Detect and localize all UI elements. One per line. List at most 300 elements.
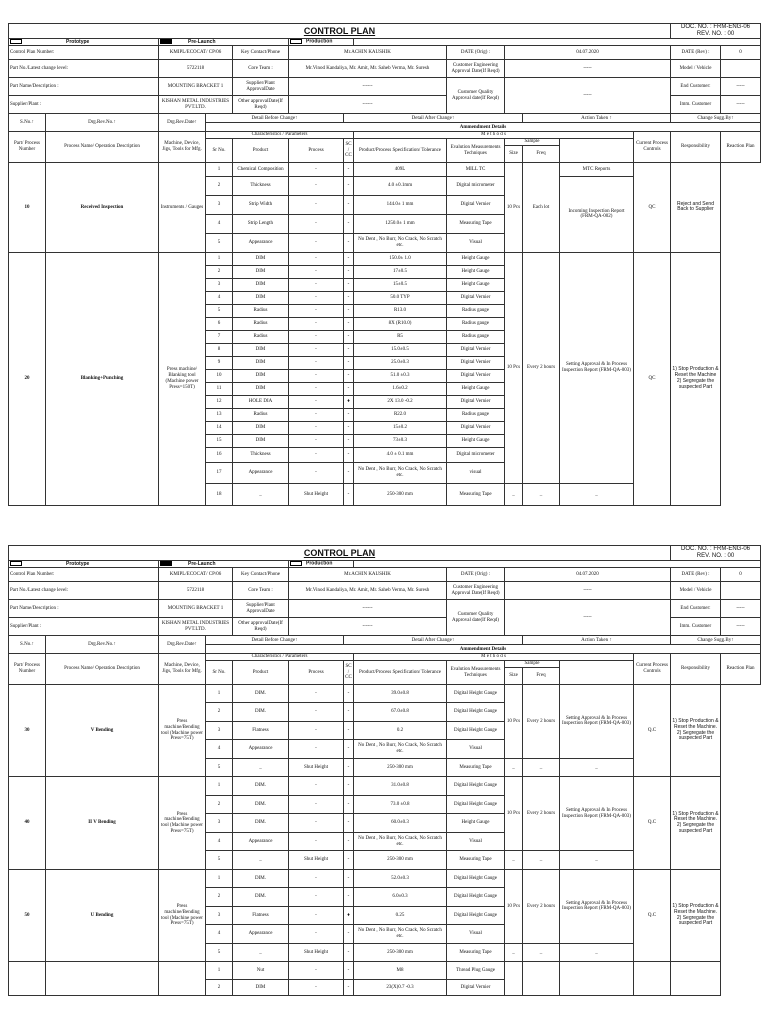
freq-cell: Every 2 hours: [523, 777, 560, 851]
date-rev-value: 0: [721, 568, 761, 582]
freq-cell: Each lot: [523, 162, 560, 252]
cust-quality-value: -----: [505, 600, 671, 636]
operation-name: II V Bending: [46, 777, 159, 870]
eval-cell: Digital Vernier: [447, 421, 505, 434]
spec-cell: No Dent , No Burr, No Crack, No Scratch etc.: [354, 832, 447, 851]
prototype-option[interactable]: Prototype: [9, 561, 159, 568]
process-cell: -: [289, 408, 344, 421]
amendment-details-header: Ammendment Details: [206, 645, 761, 654]
process-cell: -: [289, 888, 344, 907]
label: Model / Vehicle: [671, 60, 721, 78]
supplier-value: KISHAN METAL INDUSTRIES PVT.LTD.: [159, 96, 233, 114]
product-cell: Strip Length: [233, 214, 289, 233]
label: Core Team :: [233, 60, 289, 78]
column-header: Evalution Measurements Techniques: [447, 139, 505, 163]
eval-cell: Radius gauge: [447, 317, 505, 330]
process-cell: Shut Height: [289, 851, 344, 870]
eval-cell: Height Gauge: [447, 265, 505, 278]
column-header: Current Process Controls: [634, 654, 671, 685]
operation-number: 30: [9, 684, 46, 777]
checkbox-icon[interactable]: [10, 561, 22, 566]
process-cell: -: [289, 291, 344, 304]
imm-customer-value: -----: [721, 96, 761, 114]
responsibility-cell: Q.C: [634, 777, 671, 870]
process-cell: -: [289, 434, 344, 447]
product-cell: Appearance: [233, 740, 289, 759]
machine-cell: [159, 962, 206, 996]
characteristics-header: Characteristics / Parameters: [206, 654, 354, 661]
sc-cell: -: [344, 265, 354, 278]
process-cell: -: [289, 317, 344, 330]
sno-header: S.No.↑: [9, 114, 46, 132]
production-option[interactable]: Production: [289, 561, 354, 568]
checkbox-icon[interactable]: [290, 561, 302, 566]
process-cell: -: [289, 356, 344, 369]
spec-cell: No Dent , No Burr, No Crack, No Scratch etc.: [354, 233, 447, 252]
sc-cell: -: [344, 214, 354, 233]
sr-no-cell: 4: [206, 925, 233, 944]
process-cell: -: [289, 214, 344, 233]
sample-header: Sample: [505, 661, 560, 668]
process-cell: -: [289, 278, 344, 291]
process-cell: Shut Height: [289, 758, 344, 777]
spec-cell: 6.0±0.3: [354, 888, 447, 907]
freq-cell: _: [523, 483, 560, 505]
table-row: [9, 252, 761, 265]
sc-cell: -: [344, 684, 354, 703]
spec-cell: 15±0.5: [354, 278, 447, 291]
eval-cell: Digital Height Gauge: [447, 684, 505, 703]
eval-cell: Visual: [447, 233, 505, 252]
sr-no-cell: 4: [206, 214, 233, 233]
imm-customer-value: -----: [721, 618, 761, 636]
controls-cell: [560, 962, 634, 996]
label: Part No./Latest change level:: [9, 60, 159, 78]
eval-cell: Digital micrometer: [447, 176, 505, 195]
operation-number: 20: [9, 252, 46, 505]
spec-cell: 409L: [354, 162, 447, 176]
table-row: [9, 162, 761, 176]
product-cell: DIM: [233, 434, 289, 447]
product-cell: DIM.: [233, 684, 289, 703]
product-cell: Radius: [233, 317, 289, 330]
spec-cell: 1250.0± 1 mm: [354, 214, 447, 233]
label: DATE (Orig) :: [447, 568, 505, 582]
label: Part Name/Description :: [9, 600, 159, 618]
operation-number: 40: [9, 777, 46, 870]
sr-no-cell: 5: [206, 943, 233, 962]
sr-no-cell: 1: [206, 869, 233, 888]
cp-number-value: KMIPL/ECOCAT/ CP/06: [159, 46, 233, 60]
spec-cell: 25.0±0.3: [354, 356, 447, 369]
reaction-plan-cell: Reject and Send Back to Supplier: [671, 162, 721, 252]
operation-number: 10: [9, 162, 46, 252]
column-header: Part/ Process Number: [9, 654, 46, 685]
product-cell: _: [233, 851, 289, 870]
part-number-value: 5722118: [159, 60, 233, 78]
label: Supplier/Plant ApprovalDate: [233, 78, 289, 96]
spec-cell: 50.0 TYP: [354, 291, 447, 304]
sr-no-cell: 3: [206, 721, 233, 740]
controls-cell: Setting Approval & In Process Inspection Report (FRM-QA-003): [560, 869, 634, 943]
prototype-option[interactable]: Prototype: [9, 39, 159, 46]
eval-cell: Digital micrometer: [447, 447, 505, 462]
sc-cell: -: [344, 962, 354, 980]
process-cell: Shut Height: [289, 943, 344, 962]
column-header: Size: [505, 667, 523, 684]
controls-cell: _: [560, 851, 634, 870]
spec-cell: 4.0 ±0.1mm: [354, 176, 447, 195]
reaction-plan-cell: 1) Stop Production & Reset the Machine. 2) Segregate the suspected Part: [671, 777, 721, 870]
size-cell: _: [505, 483, 523, 505]
eval-cell: Digital Vernier: [447, 980, 505, 996]
product-cell: DIM: [233, 382, 289, 395]
sc-cell: -: [344, 434, 354, 447]
end-customer-value: -----: [721, 78, 761, 96]
machine-cell: Press machine/Bending tool (Machine power Press=75T): [159, 684, 206, 777]
eval-cell: Measuring Tape: [447, 851, 505, 870]
spec-cell: 4.0 ± 0.1 mm: [354, 447, 447, 462]
checkbox-icon[interactable]: [10, 39, 22, 44]
label: End Customer:: [671, 600, 721, 618]
column-header: Machine, Device, Jigs, Tools for Mfg.: [159, 654, 206, 685]
controls-cell: Incoming Inspection Report (FRM-QA-002): [560, 176, 634, 252]
process-cell: -: [289, 795, 344, 814]
spec-cell: 150.0± 1.0: [354, 252, 447, 265]
detail-before-header: Detail Before Change↑: [206, 114, 344, 123]
responsibility-cell: QC: [634, 252, 671, 505]
reaction-plan-cell: [671, 962, 721, 996]
sc-cell: -: [344, 483, 354, 505]
sr-no-cell: 4: [206, 832, 233, 851]
label: Imm. Customer: [671, 96, 721, 114]
product-cell: DIM: [233, 356, 289, 369]
table-row: [9, 777, 761, 796]
process-cell: -: [289, 176, 344, 195]
process-cell: -: [289, 343, 344, 356]
change-sugg-header: Change Sugg.By↑: [671, 636, 761, 645]
machine-cell: Instruments / Gauges: [159, 162, 206, 252]
eval-cell: Visual: [447, 832, 505, 851]
spec-cell: 2X 13.0 -0.2: [354, 395, 447, 408]
label: Other approvalDate(If Reqd): [233, 618, 289, 636]
sr-no-cell: 4: [206, 740, 233, 759]
table-row: [9, 684, 761, 703]
responsibility-cell: QC: [634, 162, 671, 252]
label: Customer Engineering Approval Date(If Reqd): [447, 582, 505, 600]
spec-cell: R5: [354, 330, 447, 343]
sc-cell: -: [344, 278, 354, 291]
sr-no-cell: 3: [206, 906, 233, 925]
column-header: Reaction Plan: [721, 132, 761, 163]
detail-after-header: Detail After Change↑: [344, 114, 523, 123]
label: Key Contact/Phone: [233, 46, 289, 60]
methods-header: M e t h o d s: [354, 132, 634, 139]
spec-cell: 144.0± 1 mm: [354, 195, 447, 214]
sr-no-cell: 14: [206, 421, 233, 434]
product-cell: Appearance: [233, 832, 289, 851]
checked-checkbox-icon[interactable]: [160, 39, 172, 44]
column-header: Product: [233, 139, 289, 163]
process-cell: -: [289, 265, 344, 278]
spec-cell: 15.0±0.5: [354, 343, 447, 356]
operation-name: [46, 962, 159, 996]
size-cell: 10 Pcs: [505, 162, 523, 252]
column-header: Product/Process Specification/ Tolerance: [354, 661, 447, 685]
eval-cell: Digital Vernier: [447, 356, 505, 369]
core-team-value: Mr.Vinod Kandaliya, Mr. Amit, Mr. Saheb Verma, Mr. Suresh: [289, 582, 447, 600]
sc-cell: -: [344, 176, 354, 195]
supplier-approval-value: ------: [289, 78, 447, 96]
production-option[interactable]: Production: [289, 39, 354, 46]
sr-no-cell: 4: [206, 291, 233, 304]
operation-number: 50: [9, 869, 46, 962]
eval-cell: Digital Height Gauge: [447, 721, 505, 740]
reaction-plan-cell: 1) Stop Production & Reset the Machine 2) Segregate the suspected Part: [671, 252, 721, 505]
size-cell: _: [505, 851, 523, 870]
column-header: Process: [289, 661, 344, 685]
sr-no-cell: 5: [206, 304, 233, 317]
eval-cell: Digital Height Gauge: [447, 795, 505, 814]
date-orig-value: 04.07.2020: [505, 568, 671, 582]
process-cell: -: [289, 777, 344, 796]
change-sugg-header: Change Sugg.By↑: [671, 114, 761, 123]
sr-no-cell: 10: [206, 369, 233, 382]
sc-cell: -: [344, 758, 354, 777]
label: Other approvalDate(If Reqd): [233, 96, 289, 114]
product-cell: Thickness: [233, 176, 289, 195]
eval-cell: Height Gauge: [447, 434, 505, 447]
sr-no-cell: 8: [206, 343, 233, 356]
reaction-plan-cell: 1) Stop Production & Reset the Machine. 2) Segregate the suspected Part: [671, 684, 721, 777]
process-cell: -: [289, 740, 344, 759]
product-cell: _: [233, 758, 289, 777]
label: Part No./Latest change level:: [9, 582, 159, 600]
product-cell: Nut: [233, 962, 289, 980]
column-header: Size: [505, 145, 523, 162]
supplier-approval-value: ------: [289, 600, 447, 618]
sr-no-cell: 15: [206, 434, 233, 447]
checked-checkbox-icon[interactable]: [160, 561, 172, 566]
label: Supplier/Plant ApprovalDate: [233, 600, 289, 618]
checkbox-icon[interactable]: [290, 39, 302, 44]
freq-cell: _: [523, 943, 560, 962]
sr-no-cell: 18: [206, 483, 233, 505]
product-cell: Chemical Composition: [233, 162, 289, 176]
product-cell: Radius: [233, 330, 289, 343]
sc-cell: -: [344, 703, 354, 722]
product-cell: Appearance: [233, 233, 289, 252]
operation-name: Received Inspection: [46, 162, 159, 252]
sr-no-cell: 3: [206, 195, 233, 214]
product-cell: Appearance: [233, 925, 289, 944]
sr-no-cell: 2: [206, 795, 233, 814]
sc-cell: -: [344, 233, 354, 252]
sc-cell: -: [344, 382, 354, 395]
process-cell: Shut Height: [289, 483, 344, 505]
machine-cell: Press machine/ Blanking tool (Machine power Press=150T): [159, 252, 206, 505]
table-row: [9, 869, 761, 888]
sc-cell: -: [344, 252, 354, 265]
process-cell: -: [289, 304, 344, 317]
size-cell: 10 Pcs: [505, 684, 523, 758]
product-cell: Flatness: [233, 721, 289, 740]
detail-after-header: Detail After Change↑: [344, 636, 523, 645]
label: Key Contact/Phone: [233, 568, 289, 582]
product-cell: DIM: [233, 278, 289, 291]
key-contact-value: Mr.ACHIN KAUSHIK: [289, 46, 447, 60]
label: DATE (Rev) :: [671, 568, 721, 582]
spec-cell: 39.0±0.8: [354, 684, 447, 703]
machine-cell: Press machine/Bending tool (Machine power Press=75T): [159, 869, 206, 962]
column-header: Sr No.: [206, 661, 233, 685]
detail-before-header: Detail Before Change↑: [206, 636, 344, 645]
process-cell: -: [289, 869, 344, 888]
column-header: Responsibility: [671, 654, 721, 685]
size-cell: [505, 962, 523, 996]
eval-cell: Digital Height Gauge: [447, 869, 505, 888]
size-cell: 10 Pcs: [505, 777, 523, 851]
size-cell: 10 Pcs: [505, 252, 523, 483]
sc-cell: -: [344, 777, 354, 796]
sr-no-cell: 5: [206, 233, 233, 252]
table-row: [9, 962, 761, 980]
process-cell: -: [289, 906, 344, 925]
label: Supplier/Plant :: [9, 96, 159, 114]
spec-cell: 8X (R10.0): [354, 317, 447, 330]
sc-cell: -: [344, 447, 354, 462]
sc-cell: -: [344, 814, 354, 833]
reaction-plan-cell: 1) Stop Production & Reset the Machine. 2) Segregate the suspected Part: [671, 869, 721, 962]
sr-no-cell: 9: [206, 356, 233, 369]
eval-cell: Digital Height Gauge: [447, 703, 505, 722]
product-cell: Strip Width: [233, 195, 289, 214]
spec-cell: 23(X)0.7 -0.3: [354, 980, 447, 996]
eval-cell: Thread Plug Gauge: [447, 962, 505, 980]
spec-cell: 250-300 mm: [354, 483, 447, 505]
spec-cell: 73±0.3: [354, 434, 447, 447]
label: Core Team :: [233, 582, 289, 600]
column-header: Process: [289, 139, 344, 163]
spec-cell: 0.25: [354, 906, 447, 925]
eval-cell: Digital Vernier: [447, 291, 505, 304]
product-cell: DIM: [233, 291, 289, 304]
freq-cell: _: [523, 851, 560, 870]
controls-cell: Setting Approval & In Process Inspection Report (FRM-QA-003): [560, 252, 634, 483]
process-cell: -: [289, 684, 344, 703]
action-taken-header: Action Taken ↑: [523, 636, 671, 645]
product-cell: Radius: [233, 408, 289, 421]
process-cell: -: [289, 162, 344, 176]
sno-header: S.No.↑: [9, 636, 46, 654]
amendment-details-header: Ammendment Details: [206, 123, 761, 132]
eval-cell: Digital Vernier: [447, 369, 505, 382]
sc-cell: -: [344, 462, 354, 483]
controls-cell: Setting Approval & In Process Inspection Report (FRM-QA-003): [560, 777, 634, 851]
sr-no-cell: 2: [206, 176, 233, 195]
eval-cell: Radius gauge: [447, 408, 505, 421]
product-cell: DIM: [233, 369, 289, 382]
drg-rev-no-header: Drg.Rev.No.↑: [46, 636, 159, 654]
label: DATE (Orig) :: [447, 46, 505, 60]
sr-no-cell: 1: [206, 162, 233, 176]
drg-rev-no-header: Drg.Rev.No.↑: [46, 114, 159, 132]
product-cell: DIM: [233, 265, 289, 278]
size-cell: _: [505, 943, 523, 962]
sr-no-cell: 7: [206, 330, 233, 343]
column-header: Process Name/ Operation Description: [46, 132, 159, 163]
process-cell: -: [289, 447, 344, 462]
label: DATE (Rev) :: [671, 46, 721, 60]
column-header: Product/Process Specification/ Tolerance: [354, 139, 447, 163]
sc-cell: -: [344, 421, 354, 434]
controls-cell: MTC Reports: [560, 162, 634, 176]
product-cell: DIM.: [233, 814, 289, 833]
sc-cell: -: [344, 832, 354, 851]
prelaunch-option[interactable]: Pre-Launch: [159, 39, 289, 46]
freq-cell: _: [523, 758, 560, 777]
action-taken-header: Action Taken ↑: [523, 114, 671, 123]
eval-cell: Digital Vernier: [447, 395, 505, 408]
prelaunch-option[interactable]: Pre-Launch: [159, 561, 289, 568]
label: Imm. Customer: [671, 618, 721, 636]
sr-no-cell: 11: [206, 382, 233, 395]
page-title: CONTROL PLAN: [9, 24, 671, 39]
label: Customer Engineering Approval Date(If Reqd): [447, 60, 505, 78]
process-cell: -: [289, 421, 344, 434]
date-rev-value: 0: [721, 46, 761, 60]
size-cell: 10 Pcs: [505, 869, 523, 943]
sc-cell: -: [344, 291, 354, 304]
control-plan-sheet-2: [8, 545, 760, 996]
eval-cell: Digital Height Gauge: [447, 906, 505, 925]
process-cell: -: [289, 962, 344, 980]
operation-name: U Bending: [46, 869, 159, 962]
operation-number: [9, 962, 46, 996]
product-cell: Radius: [233, 304, 289, 317]
sc-cell: -: [344, 162, 354, 176]
responsibility-cell: Q.C: [634, 684, 671, 777]
machine-cell: Press machine/Bending tool (Machine power Press=75T): [159, 777, 206, 870]
sr-no-cell: 12: [206, 395, 233, 408]
sc-cell: -: [344, 195, 354, 214]
product-cell: DIM: [233, 421, 289, 434]
part-number-value: 5722118: [159, 582, 233, 600]
controls-cell: Setting Approval & In Process Inspection Report (FRM-QA-003): [560, 684, 634, 758]
column-header: Current Process Controls: [634, 132, 671, 163]
product-cell: DIM.: [233, 777, 289, 796]
process-cell: -: [289, 195, 344, 214]
eval-cell: Measuring Tape: [447, 758, 505, 777]
column-header: Machine, Device, Jigs, Tools for Mfg.: [159, 132, 206, 163]
core-team-value: Mr.Vinod Kandaliya, Mr. Amit, Mr. Saheb Verma, Mr. Suresh: [289, 60, 447, 78]
sc-cell: -: [344, 943, 354, 962]
product-cell: Appearance: [233, 462, 289, 483]
sc-cell: -: [344, 343, 354, 356]
column-header: Freq: [523, 145, 560, 162]
other-approval-value: ------: [289, 96, 447, 114]
sr-no-cell: 5: [206, 851, 233, 870]
controls-cell: _: [560, 483, 634, 505]
spec-cell: 67.0±0.8: [354, 703, 447, 722]
column-header: Sr No.: [206, 139, 233, 163]
process-cell: -: [289, 369, 344, 382]
process-cell: -: [289, 980, 344, 996]
drg-rev-date-header: Drg.Rev.Date↑: [159, 114, 206, 132]
eval-cell: Digital Vernier: [447, 195, 505, 214]
process-cell: -: [289, 814, 344, 833]
controls-cell: _: [560, 943, 634, 962]
